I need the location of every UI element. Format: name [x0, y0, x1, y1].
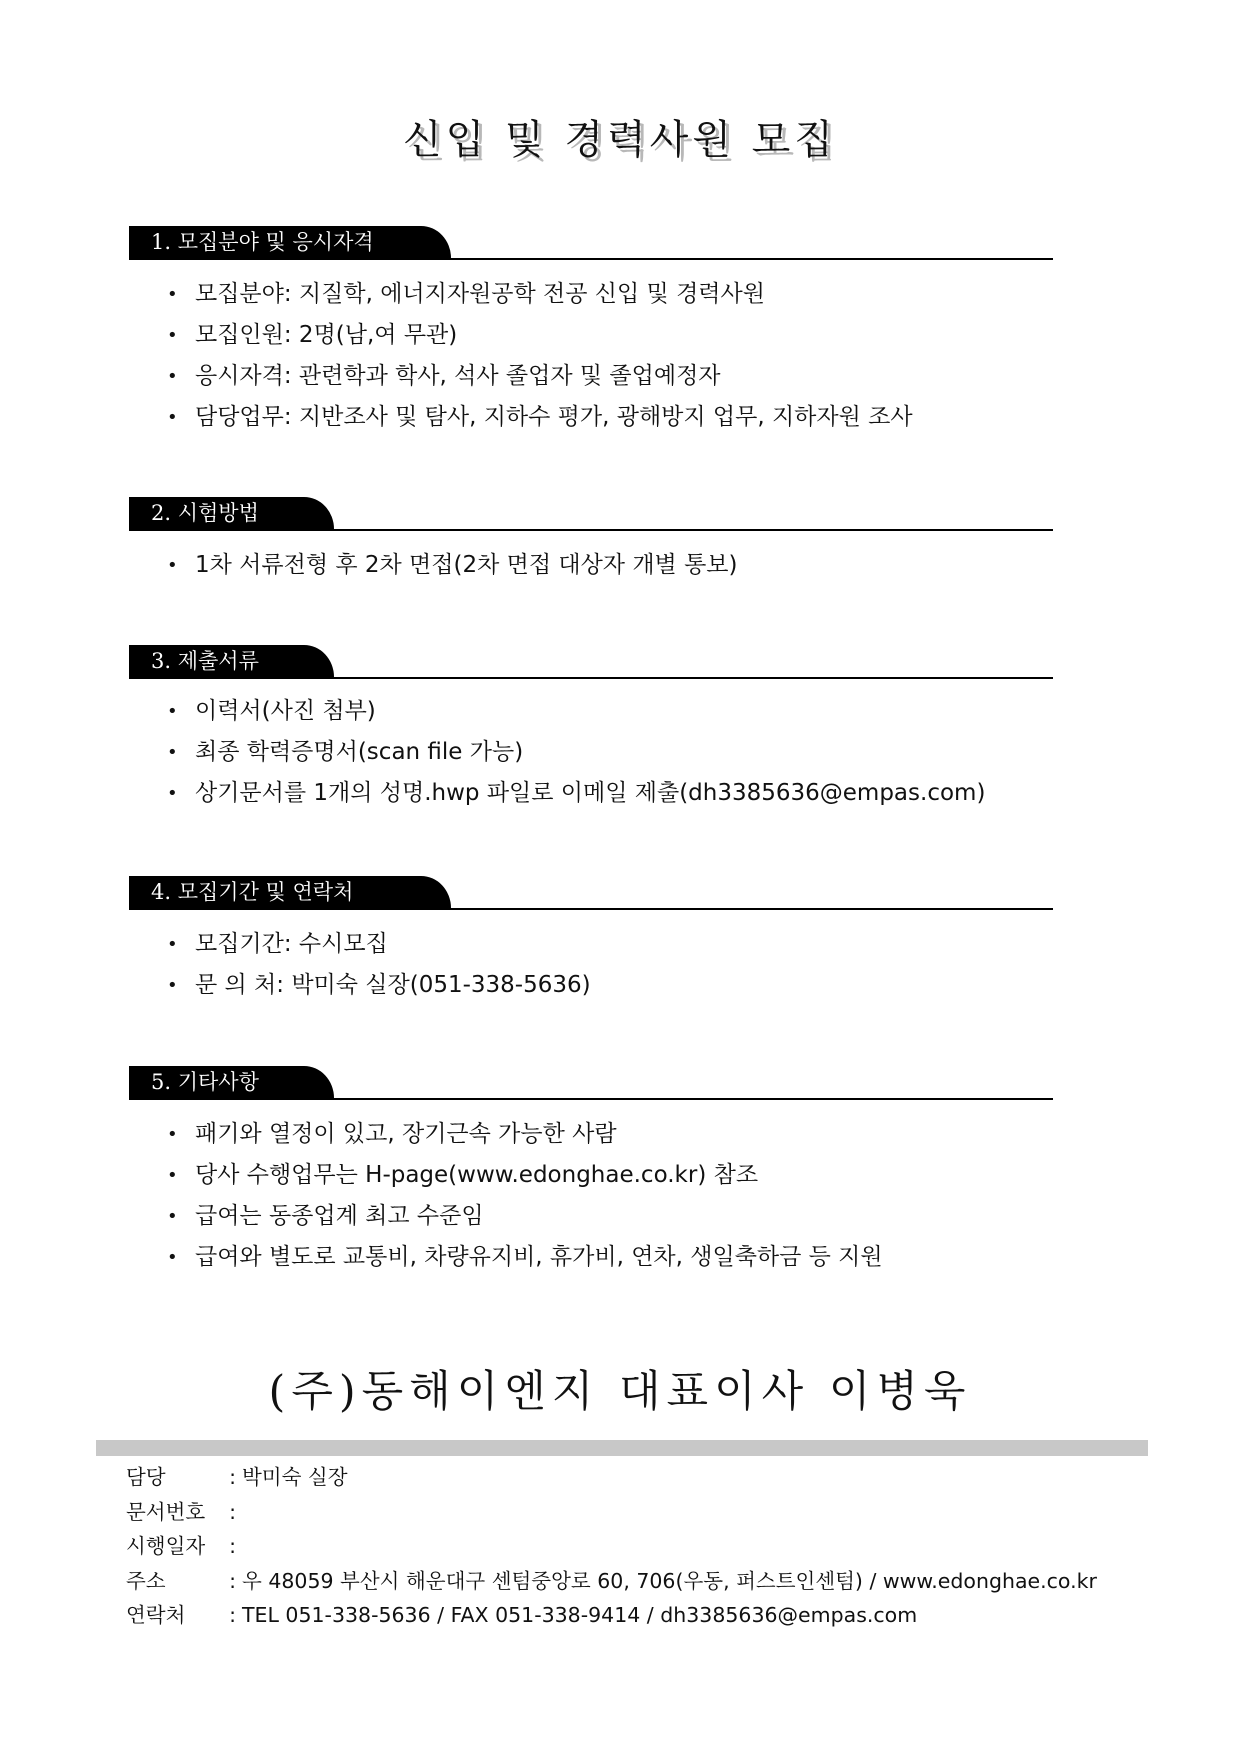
section-header: [129, 497, 1053, 531]
section-divider: [129, 529, 1053, 531]
footer-colon: :: [229, 1568, 236, 1593]
list-item: • 급여는 동종업계 최고 수준임: [129, 1196, 1053, 1237]
section-header: [129, 226, 1053, 260]
list-item: • 당사 수행업무는 H-page(www.edonghae.co.kr) 참조: [129, 1155, 1053, 1196]
footer-label: 담당: [126, 1465, 166, 1489]
footer-colon: :: [229, 1499, 236, 1524]
section-divider: [129, 1098, 1053, 1100]
section-divider: [129, 908, 1053, 910]
bullet-list: [129, 274, 1053, 438]
footer-divider-bar: [96, 1440, 1148, 1456]
bullet-list: [129, 545, 1053, 586]
section-period-contact: [129, 876, 1053, 1006]
list-item: • 상기문서를 1개의 성명.hwp 파일로 이메일 제출(dh3385636@empas.com): [129, 773, 1053, 814]
footer-value: 우 48059 부산시 해운대구 센텀중앙로 60, 706(우동, 퍼스트인센텀) / www.edonghae.co.kr: [242, 1568, 1097, 1593]
footer-colon: :: [229, 1603, 236, 1627]
bullet-list: [129, 691, 1053, 814]
footer-label: 연락처: [126, 1603, 186, 1627]
list-item: • 응시자격: 관련학과 학사, 석사 졸업자 및 졸업예정자: [129, 356, 1053, 397]
section-header: [129, 645, 1053, 679]
section-heading: 4. 모집기간 및 연락처: [129, 876, 451, 908]
company-signature-line: (주)동해이엔지 대표이사 이병욱: [268, 1367, 972, 1417]
footer-label: 문서번호: [126, 1499, 206, 1524]
section-divider: [129, 677, 1053, 679]
footer-row-manager: [126, 1460, 1126, 1495]
footer-row-contact: [126, 1598, 1126, 1633]
list-item: • 이력서(사진 첨부): [129, 691, 1053, 732]
section-recruitment-field: [129, 226, 1053, 438]
footer-colon: :: [229, 1534, 236, 1558]
footer-value: TEL 051-338-5636 / FAX 051-338-9414 / dh3385636@empas.com: [242, 1603, 918, 1627]
footer-row-address: [126, 1564, 1126, 1599]
section-exam-method: [129, 497, 1053, 586]
bullet-list: [129, 1114, 1053, 1278]
list-item: • 급여와 별도로 교통비, 차량유지비, 휴가비, 연차, 생일축하금 등 지원: [129, 1237, 1053, 1278]
footer-value: 박미숙 실장: [242, 1465, 348, 1489]
section-divider: [129, 258, 1053, 260]
section-heading: 1. 모집분야 및 응시자격: [129, 226, 451, 258]
list-item: • 문 의 처: 박미숙 실장(051-338-5636): [129, 965, 1053, 1006]
list-item: • 최종 학력증명서(scan file 가능): [129, 732, 1053, 773]
section-header: [129, 876, 1053, 910]
footer-row-doc-number: [126, 1495, 1126, 1530]
section-documents: [129, 645, 1053, 814]
section-other: [129, 1066, 1053, 1278]
footer-row-issue-date: [126, 1529, 1126, 1564]
section-heading: 5. 기타사항: [129, 1066, 334, 1098]
list-item: • 모집기간: 수시모집: [129, 924, 1053, 965]
footer-colon: :: [229, 1465, 236, 1489]
footer-label: 주소: [126, 1568, 166, 1593]
list-item: • 모집분야: 지질학, 에너지자원공학 전공 신입 및 경력사원: [129, 274, 1053, 315]
bullet-list: [129, 924, 1053, 1006]
section-heading: 3. 제출서류: [129, 645, 334, 677]
section-header: [129, 1066, 1053, 1100]
list-item: • 모집인원: 2명(남,여 무관): [129, 315, 1053, 356]
page-title: 신입 및 경력사원 모집: [403, 117, 837, 163]
footer-label: 시행일자: [126, 1534, 206, 1558]
section-heading: 2. 시험방법: [129, 497, 334, 529]
list-item: • 1차 서류전형 후 2차 면접(2차 면접 대상자 개별 통보): [129, 545, 1053, 586]
list-item: • 담당업무: 지반조사 및 탐사, 지하수 평가, 광해방지 업무, 지하자원 조사: [129, 397, 1053, 438]
document-footer: [126, 1460, 1126, 1633]
list-item: • 패기와 열정이 있고, 장기근속 가능한 사람: [129, 1114, 1053, 1155]
